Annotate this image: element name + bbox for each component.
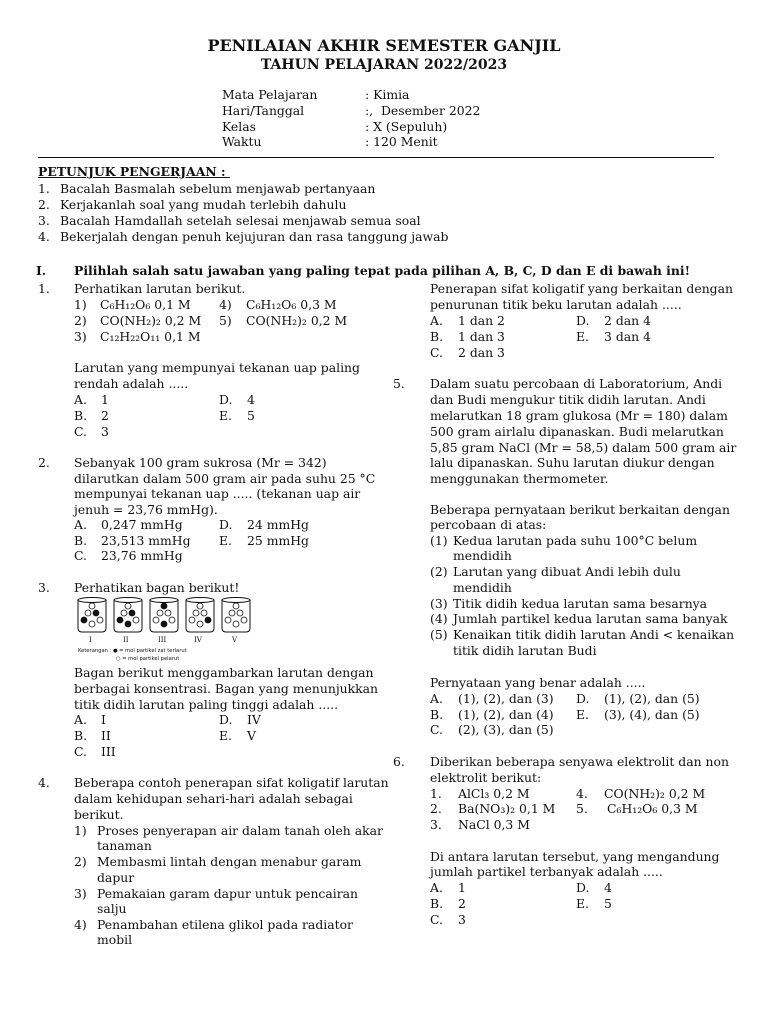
option-text: V — [247, 728, 256, 743]
beaker-rim — [150, 598, 178, 603]
beaker-rim — [186, 598, 214, 603]
question-text: Dalam suatu percobaan di Laboratorium, Andi — [430, 376, 723, 391]
solute-particle — [161, 603, 167, 609]
question-text: Penerapan sifat koligatif yang berkaitan dengan — [430, 281, 733, 296]
section-number: I. — [36, 263, 47, 278]
statement-number: (5) — [430, 627, 448, 642]
option-text: 1 dan 2 — [458, 313, 505, 328]
option-letter: A. — [430, 313, 443, 328]
option-text: 3 — [101, 424, 109, 439]
beaker-label: IV — [194, 636, 202, 644]
item-number: 4) — [74, 917, 87, 932]
option-text: III — [101, 744, 116, 759]
compound-number: 3. — [430, 817, 442, 832]
question-number: 1. — [38, 281, 50, 296]
statement-text: Jumlah partikel kedua larutan sama banyak — [453, 611, 728, 626]
header-divider — [38, 157, 714, 158]
info-key: Mata Pelajaran — [222, 87, 318, 102]
option-letter: C. — [74, 744, 87, 759]
legend-solute: Keterangan : ● = mol partikel zat terlarut — [78, 648, 187, 654]
question-number: 4. — [38, 775, 50, 790]
question-text: dan Budi mengukur titik didih larutan. Andi — [430, 392, 706, 407]
question-text: berikut. — [74, 807, 124, 822]
solvent-particle — [233, 621, 239, 627]
info-key: Waktu — [222, 134, 262, 149]
option-letter: B. — [74, 533, 88, 548]
question-number: 5. — [393, 376, 405, 391]
exam-title: PENILAIAN AKHIR SEMESTER GANJIL — [207, 36, 561, 55]
solute-particle — [161, 621, 167, 627]
compound-number: 4. — [576, 786, 588, 801]
beaker-label: I — [89, 636, 92, 644]
compound-formula: CO(NH₂)₂ 0,2 M — [604, 786, 706, 801]
solute-particle — [81, 617, 87, 623]
beaker-rim — [78, 598, 106, 603]
solvent-particle — [169, 617, 175, 623]
solvent-particle — [241, 617, 247, 623]
option-letter: A. — [74, 392, 87, 407]
option-letter: E. — [219, 408, 232, 423]
solute-particle — [125, 621, 131, 627]
option-text: 0,247 mmHg — [101, 517, 183, 532]
question-text: Diberikan beberapa senyawa elektrolit dan non — [430, 754, 729, 769]
info-value: : X (Sepuluh) — [365, 119, 448, 134]
question-text: melarutkan 18 gram glukosa (Mr = 180) dalam — [430, 408, 728, 423]
option-letter: A. — [74, 712, 87, 727]
exam-subtitle: TAHUN PELAJARAN 2022/2023 — [260, 57, 508, 73]
option-letter: C. — [430, 722, 443, 737]
item-text: Penambahan etilena glikol pada radiator — [97, 917, 353, 932]
info-key: Hari/Tanggal — [222, 103, 305, 118]
statement-text: mendidih — [453, 548, 512, 563]
solvent-particle — [189, 617, 195, 623]
solvent-particle — [237, 610, 243, 616]
instruction-text: Bekerjalah dengan penuh kejujuran dan rasa tanggung jawab — [60, 229, 449, 244]
question-text: Beberapa contoh penerapan sifat koligatif larutan — [74, 775, 389, 790]
solvent-particle — [197, 603, 203, 609]
statement-text: Kenaikan titik didih larutan Andi < kenaikan — [453, 627, 735, 642]
solution-formula: C₆H₁₂O₆ 0,1 M — [100, 297, 191, 312]
option-text: (3), (4), dan (5) — [604, 707, 700, 722]
option-letter: B. — [430, 707, 444, 722]
option-letter: A. — [430, 691, 443, 706]
option-text: II — [101, 728, 111, 743]
info-value: :, Desember 2022 — [365, 103, 481, 118]
option-letter: E. — [219, 728, 232, 743]
option-letter: B. — [430, 896, 444, 911]
solvent-particle — [201, 610, 207, 616]
solvent-particle — [125, 603, 131, 609]
question-text: rendah adalah ..... — [74, 376, 189, 391]
question-text: menggunakan thermometer. — [430, 471, 609, 486]
question-intro: Perhatikan larutan berikut. — [74, 281, 246, 296]
solvent-particle — [197, 621, 203, 627]
item-text: Proses penyerapan air dalam tanah oleh akar — [97, 823, 383, 838]
instructions-list — [0, 181, 768, 245]
info-value: : 120 Menit — [365, 134, 438, 149]
item-text: mobil — [97, 932, 133, 947]
option-text: (1), (2), dan (4) — [458, 707, 554, 722]
option-text: I — [101, 712, 106, 727]
option-letter: B. — [74, 728, 88, 743]
beaker-label: II — [123, 636, 129, 644]
option-letter: D. — [576, 880, 590, 895]
option-letter: E. — [576, 707, 589, 722]
solvent-particle — [225, 617, 231, 623]
instruction-text: Bacalah Hamdallah setelah selesai menjawab semua soal — [60, 213, 421, 228]
solvent-particle — [193, 610, 199, 616]
item-number: 2) — [74, 854, 87, 869]
compound-number: 5. — [576, 801, 588, 816]
item-text: Membasmi lintah dengan menabur garam — [97, 854, 362, 869]
option-letter: C. — [74, 424, 87, 439]
question-text: lalu dipanaskan. Suhu larutan diukur dengan — [430, 455, 715, 470]
solvent-particle — [133, 617, 139, 623]
instruction-number: 3. — [38, 213, 50, 228]
option-letter: A. — [430, 880, 443, 895]
question-text: Sebanyak 100 gram sukrosa (Mr = 342) — [74, 455, 327, 470]
info-key: Kelas — [222, 119, 256, 134]
beaker-label: V — [232, 636, 238, 644]
solution-formula: C₁₂H₂₂O₁₁ 0,1 M — [100, 329, 201, 344]
compound-formula: C₆H₁₂O₆ 0,3 M — [607, 801, 698, 816]
option-text: 2 — [101, 408, 109, 423]
question-text: dilarutkan dalam 500 gram air pada suhu 25 °C — [74, 471, 376, 486]
info-value: : Kimia — [365, 87, 410, 102]
question-text: 500 gram airlalu dipanaskan. Budi melarutkan — [430, 424, 724, 439]
solution-label: 4) — [219, 297, 232, 312]
question-text: 5,85 gram NaCl (Mr = 58,5) dalam 500 gram air — [430, 440, 737, 455]
statement-number: (1) — [430, 533, 448, 548]
solution-formula: C₆H₁₂O₆ 0,3 M — [246, 297, 337, 312]
question-text: jumlah partikel terbanyak adalah ..... — [430, 864, 663, 879]
legend-solvent: ○ = mol partikel pelarut — [116, 656, 180, 662]
option-text: 1 dan 3 — [458, 329, 505, 344]
statement-text: Kedua larutan pada suhu 100°C belum — [453, 533, 698, 548]
solution-label: 1) — [74, 297, 87, 312]
question-text: berbagai konsentrasi. Bagan yang menunjukkan — [74, 681, 379, 696]
option-text: 23,513 mmHg — [101, 533, 191, 548]
statement-text: mendidih — [453, 580, 512, 595]
option-letter: C. — [74, 548, 87, 563]
option-letter: E. — [576, 329, 589, 344]
compound-formula: Ba(NO₃)₂ 0,1 M — [458, 801, 556, 816]
option-text: 4 — [247, 392, 255, 407]
option-text: (1), (2), dan (3) — [458, 691, 554, 706]
solute-particle — [129, 610, 135, 616]
solvent-particle — [97, 617, 103, 623]
option-letter: D. — [219, 392, 233, 407]
question-text: elektrolit berikut: — [430, 770, 542, 785]
solvent-particle — [165, 610, 171, 616]
instruction-text: Kerjakanlah soal yang mudah terlebih dahulu — [60, 197, 347, 212]
question-text: Pernyataan yang benar adalah ..... — [430, 675, 646, 690]
solute-particle — [117, 617, 123, 623]
question-text: mempunyai tekanan uap ..... (tekanan uap air — [74, 486, 361, 501]
item-number: 1) — [74, 823, 87, 838]
instruction-number: 1. — [38, 181, 50, 196]
option-text: 3 dan 4 — [604, 329, 651, 344]
option-text: 23,76 mmHg — [101, 548, 183, 563]
option-text: 2 — [458, 896, 466, 911]
solvent-particle — [89, 621, 95, 627]
exam-info — [0, 87, 768, 151]
option-letter: C. — [430, 345, 443, 360]
question-number: 3. — [38, 580, 50, 595]
solution-formula: CO(NH₂)₂ 0,2 M — [246, 313, 348, 328]
option-text: 25 mmHg — [247, 533, 309, 548]
beaker-diagram — [76, 594, 252, 662]
option-letter: E. — [219, 533, 232, 548]
option-letter: C. — [430, 912, 443, 927]
solvent-particle — [157, 610, 163, 616]
beaker-rim — [114, 598, 142, 603]
question-text: percobaan di atas: — [430, 517, 547, 532]
solvent-particle — [233, 603, 239, 609]
option-letter: D. — [219, 712, 233, 727]
question-text: Beberapa pernyataan berikut berkaitan dengan — [430, 502, 730, 517]
solution-label: 2) — [74, 313, 87, 328]
solute-particle — [93, 610, 99, 616]
statement-number: (3) — [430, 596, 448, 611]
statement-text: Titik didih kedua larutan sama besarnya — [453, 596, 708, 611]
solvent-particle — [229, 610, 235, 616]
statement-number: (4) — [430, 611, 448, 626]
question-intro: Perhatikan bagan berikut! — [74, 580, 240, 595]
question-number: 2. — [38, 455, 50, 470]
statement-text: titik didih larutan Budi — [453, 643, 597, 658]
compound-number: 2. — [430, 801, 442, 816]
item-text: tanaman — [97, 838, 152, 853]
statement-text: Larutan yang dibuat Andi lebih dulu — [453, 564, 681, 579]
option-text: (2), (3), dan (5) — [458, 722, 554, 737]
beaker-rim — [222, 598, 250, 603]
instruction-text: Bacalah Basmalah sebelum menjawab pertanyaan — [60, 181, 376, 196]
instruction-number: 2. — [38, 197, 50, 212]
option-text: (1), (2), dan (5) — [604, 691, 700, 706]
solvent-particle — [89, 603, 95, 609]
option-text: 1 — [458, 880, 466, 895]
option-text: 5 — [247, 408, 255, 423]
compound-formula: NaCl 0,3 M — [458, 817, 530, 832]
question-text: Bagan berikut menggambarkan larutan dengan — [74, 665, 374, 680]
solvent-particle — [153, 617, 159, 623]
question-text: dalam kehidupan sehari-hari adalah sebagai — [74, 791, 353, 806]
option-text: 4 — [604, 880, 612, 895]
option-letter: A. — [74, 517, 87, 532]
solvent-particle — [85, 610, 91, 616]
item-text: salju — [97, 901, 127, 916]
solution-label: 3) — [74, 329, 87, 344]
section-title: Pilihlah salah satu jawaban yang paling tepat pada pilihan A, B, C, D dan E di bawah ini! — [74, 263, 691, 278]
solution-label: 5) — [219, 313, 232, 328]
option-text: 2 dan 4 — [604, 313, 651, 328]
beaker-label: III — [158, 636, 167, 644]
compound-number: 1. — [430, 786, 442, 801]
option-text: IV — [247, 712, 261, 727]
item-number: 3) — [74, 886, 87, 901]
solution-formula: CO(NH₂)₂ 0,2 M — [100, 313, 202, 328]
option-text: 2 dan 3 — [458, 345, 505, 360]
option-text: 1 — [101, 392, 109, 407]
item-text: dapur — [97, 870, 135, 885]
option-letter: D. — [576, 313, 590, 328]
question-text: jenuh = 23,76 mmHg). — [74, 502, 218, 517]
option-text: 3 — [458, 912, 466, 927]
question-text: penurunan titik beku larutan adalah ..... — [430, 297, 682, 312]
option-letter: D. — [576, 691, 590, 706]
question-text: titik didih larutan paling tinggi adalah ..... — [74, 697, 339, 712]
option-letter: B. — [74, 408, 88, 423]
question-text: Di antara larutan tersebut, yang mengandung — [430, 849, 720, 864]
statement-number: (2) — [430, 564, 448, 579]
solute-particle — [205, 617, 211, 623]
instruction-number: 4. — [38, 229, 50, 244]
option-letter: B. — [430, 329, 444, 344]
question-text: Larutan yang mempunyai tekanan uap paling — [74, 360, 360, 375]
option-text: 5 — [604, 896, 612, 911]
instructions-title: PETUNJUK PENGERJAAN : — [38, 164, 230, 179]
question-number: 6. — [393, 754, 405, 769]
option-letter: E. — [576, 896, 589, 911]
option-text: 24 mmHg — [247, 517, 309, 532]
solvent-particle — [121, 610, 127, 616]
compound-formula: AlCl₃ 0,2 M — [458, 786, 530, 801]
option-letter: D. — [219, 517, 233, 532]
item-text: Pemakaian garam dapur untuk pencairan — [97, 886, 359, 901]
